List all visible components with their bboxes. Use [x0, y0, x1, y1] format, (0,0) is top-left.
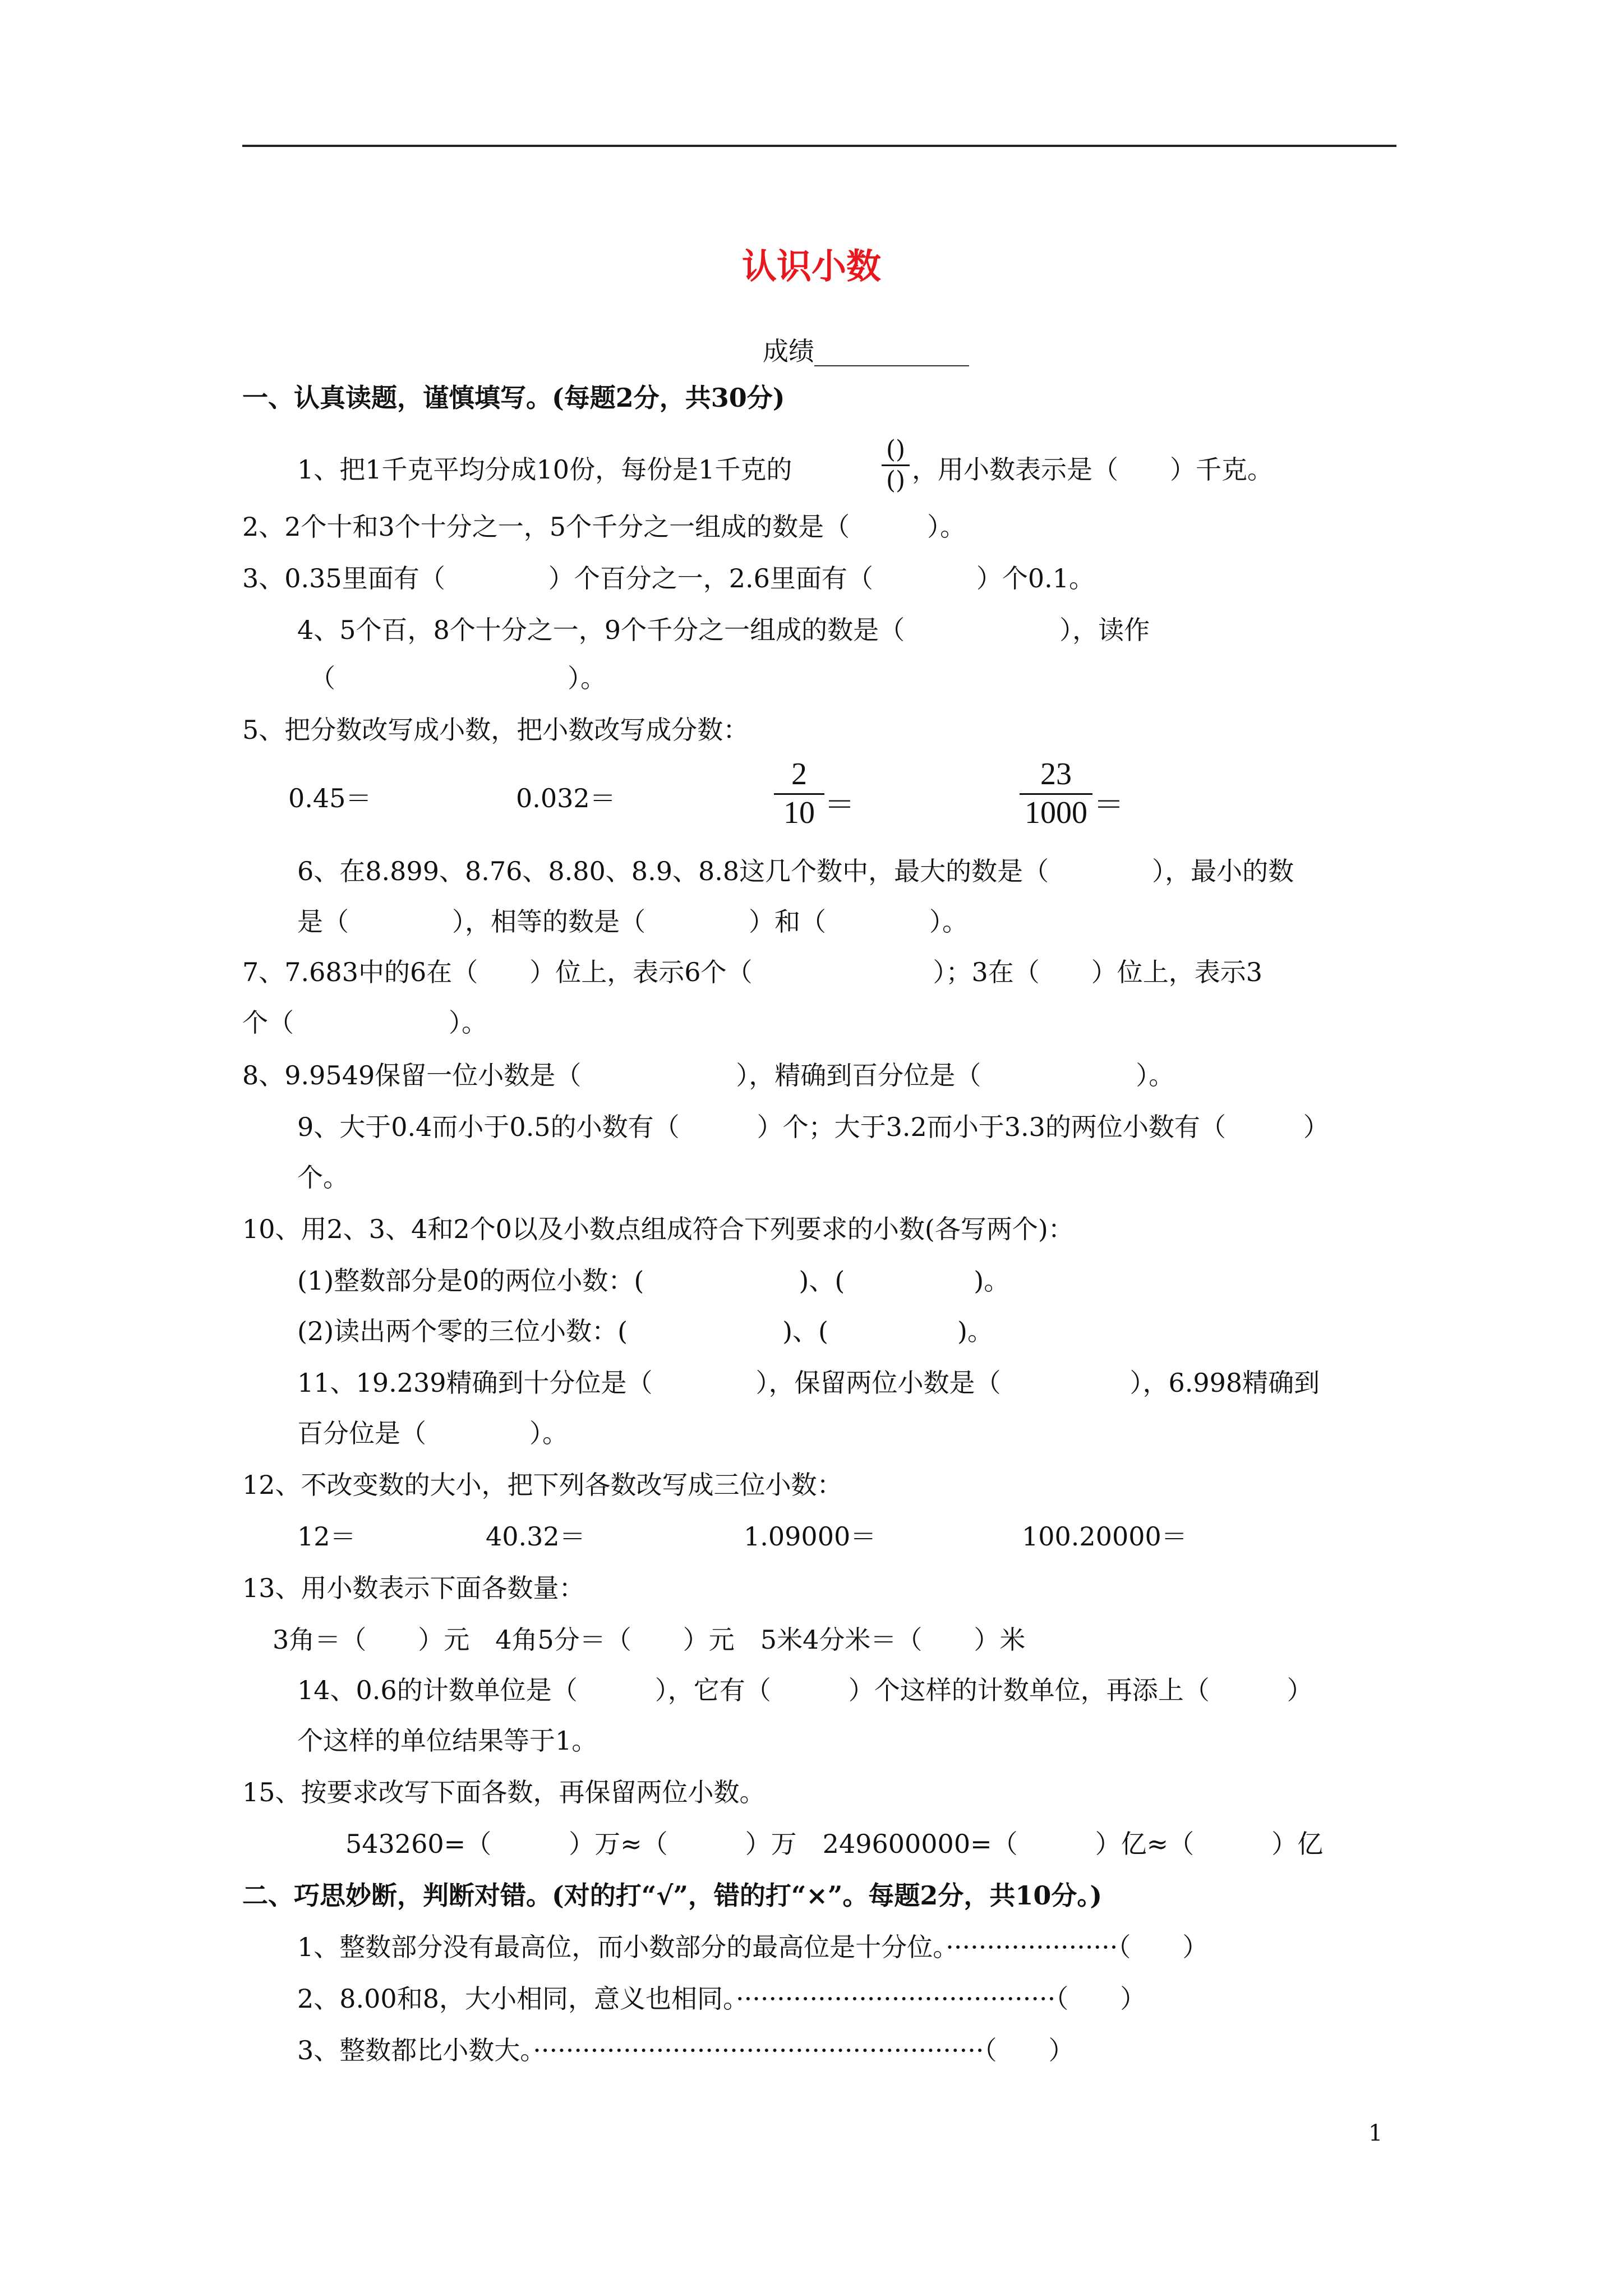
- header-rule: [242, 145, 1396, 147]
- question-5: 5、把分数改写成小数，把小数改写成分数：: [242, 715, 749, 745]
- question-1-fraction: [882, 436, 910, 495]
- question-11-line-2: 百分位是（ ）。: [297, 1418, 568, 1448]
- question-15: 15、按要求改写下面各数，再保留两位小数。: [242, 1777, 766, 1807]
- question-13-items: 3角＝（ ）元 4角5分＝（ ）元 5米4分米＝（ ）米: [273, 1625, 1026, 1655]
- question-12-item-c: 1.09000＝: [744, 1521, 877, 1552]
- fraction-denominator: 1000: [1025, 795, 1087, 830]
- question-2: 2、2个十和3个十分之一，5个千分之一组成的数是（ ）。: [242, 512, 966, 542]
- question-12-item-b: 40.32＝: [486, 1521, 585, 1552]
- score-field: 成绩____________: [763, 336, 969, 366]
- equals-sign: ＝: [824, 787, 855, 822]
- question-5-fraction-1: [774, 757, 824, 830]
- question-7-line-1: 7、7.683中的6在（ ）位上，表示6个（ ）；3在（ ）位上，表示3: [242, 957, 1263, 987]
- question-5-item-a: 0.45＝: [288, 783, 372, 813]
- question-9-line-1: 9、大于0.4而小于0.5的小数有（ ）个；大于3.2而小于3.3的两位小数有（ ）: [297, 1112, 1329, 1142]
- fraction-denominator: 10: [783, 795, 815, 830]
- question-12-item-d: 100.20000＝: [1022, 1521, 1187, 1552]
- question-3: 3、0.35里面有（ ）个百分之一，2.6里面有（ ）个0.1。: [242, 563, 1095, 593]
- question-14-line-2: 个这样的单位结果等于1。: [297, 1726, 598, 1756]
- judgment-3: 3、整数都比小数大。·······················································（ ）: [297, 2035, 1075, 2065]
- question-1-part-b: ，用小数表示是（ ）千克。: [912, 454, 1273, 485]
- question-4-line-1: 4、5个百，8个十分之一，9个千分之一组成的数是（ ），读作: [297, 615, 1150, 645]
- question-6-line-1: 6、在8.899、8.76、8.80、8.9、8.8这几个数中，最大的数是（ ），最小的数: [297, 856, 1294, 886]
- question-7-line-2: 个（ ）。: [242, 1007, 487, 1038]
- question-4-line-2: （ ）。: [310, 663, 606, 693]
- fraction-numerator: (): [886, 435, 906, 464]
- question-5-item-b: 0.032＝: [516, 783, 616, 813]
- question-5-fraction-2: [1020, 757, 1092, 830]
- section-1-header: 一、认真读题，谨慎填写。(每题2分，共30分): [242, 383, 785, 413]
- judgment-2: 2、8.00和8，大小相同，意义也相同。·······································（ ）: [297, 1984, 1146, 2014]
- fraction-denominator: (): [886, 466, 906, 495]
- question-10: 10、用2、3、4和2个0以及小数点组成符合下列要求的小数(各写两个)：: [242, 1214, 1074, 1244]
- fraction-numerator: 2: [791, 757, 807, 792]
- section-2-header: 二、巧思妙断，判断对错。(对的打“√”，错的打“×”。每题2分，共10分。): [242, 1880, 1103, 1911]
- page-number: 1: [1368, 2120, 1383, 2146]
- question-8: 8、9.9549保留一位小数是（ ），精确到百分位是（ ）。: [242, 1060, 1175, 1091]
- question-13: 13、用小数表示下面各数量：: [242, 1573, 585, 1603]
- question-10-item-2: (2)读出两个零的三位小数：( )、( )。: [297, 1316, 993, 1346]
- question-12: 12、不改变数的大小，把下列各数改写成三位小数：: [242, 1470, 843, 1500]
- question-10-item-1: (1)整数部分是0的两位小数：( )、( )。: [297, 1266, 1010, 1296]
- question-14-line-1: 14、0.6的计数单位是（ ），它有（ ）个这样的计数单位，再添上（ ）: [297, 1675, 1313, 1705]
- question-9-line-2: 个。: [297, 1162, 349, 1193]
- question-1-part-a: 1、把1千克平均分成10份，每份是1千克的: [297, 454, 792, 485]
- worksheet-title: 认识小数: [741, 246, 881, 287]
- fraction-bar: [774, 793, 824, 795]
- question-15-items: 543260=（ ）万≈（ ）万 249600000=（ ）亿≈（ ）亿: [345, 1829, 1324, 1859]
- judgment-1: 1、整数部分没有最高位，而小数部分的最高位是十分位。·····················（ ）: [297, 1932, 1209, 1962]
- fraction-numerator: 23: [1040, 757, 1072, 792]
- question-12-item-a: 12＝: [297, 1521, 356, 1552]
- question-11-line-1: 11、19.239精确到十分位是（ ），保留两位小数是（ ），6.998精确到: [297, 1368, 1320, 1398]
- fraction-bar: [1020, 793, 1092, 795]
- equals-sign: ＝: [1094, 787, 1124, 822]
- question-6-line-2: 是（ ），相等的数是（ ）和（ ）。: [297, 907, 968, 937]
